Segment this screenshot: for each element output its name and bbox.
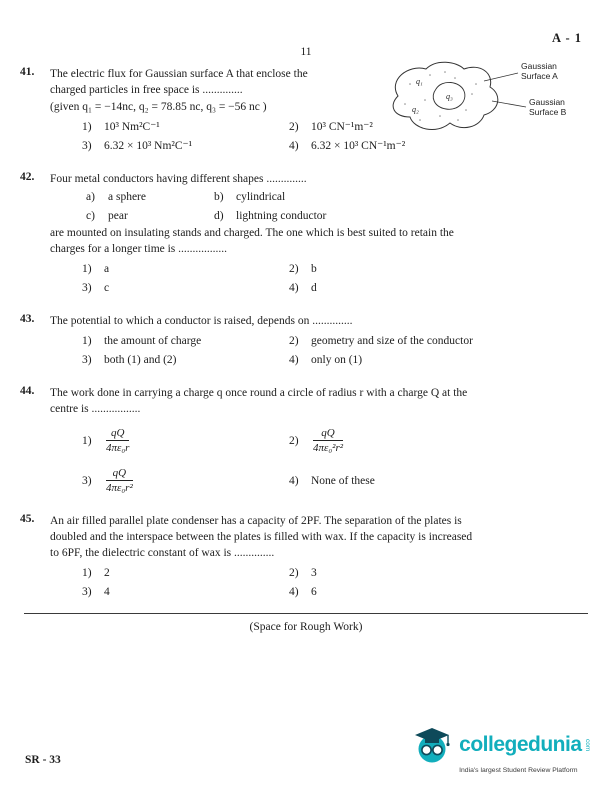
option-text: cylindrical [236,191,286,203]
option [82,333,289,350]
surface-a-label: Surface A [521,71,558,81]
question-line: charged particles in free space is .............. [50,84,243,96]
question-number: 44. [20,385,35,397]
option [289,565,592,582]
question-number: 43. [20,313,35,325]
sub-option [86,208,214,225]
numerator: qQ [313,427,343,441]
option-label: 3) [82,140,92,152]
surface-a-label: Gaussian [521,61,557,71]
question-line: centre is ................. [50,403,141,415]
option-label: 2) [289,121,299,133]
option-text: 6.32 × 10³ CN⁻¹m⁻² [311,140,406,152]
option-label: 3) [82,282,92,294]
option-text: a sphere [108,191,146,203]
option-label: 2) [289,335,299,347]
question-line: charges for a longer time is ................. [50,243,228,255]
option-text: 4 [104,586,110,598]
rough-work-divider [24,613,588,614]
denominator: 4πε₀r [106,442,130,454]
question-line: An air filled parallel plate condenser has a capacity of 2PF. The separation of the plates is [50,515,462,527]
option [82,352,289,369]
numerator: qQ [106,427,129,441]
option-text: both (1) and (2) [104,354,177,366]
option-text: 10³ CN⁻¹m⁻² [311,121,373,133]
option [82,119,289,136]
option [289,333,592,350]
question-43 [20,313,592,369]
option-label: 4) [289,586,299,598]
surface-b-label: Gaussian [529,97,565,107]
charge-q2-label: q₂ [412,105,419,114]
option [82,584,289,601]
option-text: lightning conductor [236,210,327,222]
option-text: a [104,263,110,275]
sub-option [214,208,592,225]
paper-set-code: SR - 33 [25,754,61,766]
option-text: c [104,282,110,294]
option-label: 2) [289,434,299,447]
option-label: 3) [82,354,92,366]
option-text: 6.32 × 10³ Nm²C⁻¹ [104,140,193,152]
option-text: 3 [311,567,317,579]
brand-suffix: com [584,738,591,752]
numerator: qQ [106,467,133,481]
collegedunia-graduate-icon [412,725,452,765]
option-label: c) [86,210,95,222]
question-line: The work done in carrying a charge q once round a circle of radius r with a charge Q at the [50,387,468,399]
denominator: 4πε₀r² [106,482,133,494]
surface-b-label: Surface B [529,107,567,117]
option-label: 2) [289,263,299,275]
question-line: doubled and the interspace between the plates is filled with wax. If the capacity is increased [50,531,473,543]
question-line: The electric flux for Gaussian surface A that enclose the [50,68,308,80]
question-line: The potential to which a conductor is raised, depends on .............. [50,315,353,327]
option [289,352,592,369]
given-values: (given q₁ = −14nc, q₂ = 78.85 nc, q₃ = −56 nc ) [50,101,267,113]
option-text: d [311,282,317,294]
option-label: 1) [82,263,92,275]
option-label: 1) [82,434,92,447]
option-text: b [311,263,317,275]
option-text: only on (1) [311,354,363,366]
fraction [313,427,343,455]
brand-name: collegedunia [459,733,582,756]
option-label: 3) [82,586,92,598]
option-text: pear [108,210,128,222]
option-label: a) [86,191,95,203]
question-45 [20,513,592,601]
fraction [106,427,129,455]
option [82,138,289,155]
sub-option [214,189,592,206]
option-label: b) [214,191,224,203]
question-line: to 6PF, the dielectric constant of wax is .............. [50,547,275,559]
question-44 [20,385,592,497]
option-text: 2 [104,567,110,579]
question-42 [20,171,592,297]
gaussian-surfaces-figure [370,54,598,152]
option [289,280,592,297]
option-text: 10³ Nm²C⁻¹ [104,121,160,133]
option-label: 4) [289,474,299,487]
question-number: 42. [20,171,35,183]
fraction [106,467,133,495]
option [82,565,289,582]
option-label: 1) [82,335,92,347]
collegedunia-logo [412,725,590,774]
question-number: 41. [20,66,35,78]
question-41 [20,61,592,155]
option-label: 4) [289,282,299,294]
option-label: 3) [82,474,92,487]
option-label: 1) [82,121,92,133]
leader-line-surface-a [484,73,518,81]
option [82,465,289,497]
option-label: 1) [82,567,92,579]
option-text: None of these [311,474,375,487]
option-label: 2) [289,567,299,579]
sub-option [86,189,214,206]
charge-q1-label: q₁ [416,77,423,86]
option [289,584,592,601]
version-code: A - 1 [552,31,582,45]
option-label: 4) [289,354,299,366]
option-text: geometry and size of the conductor [311,335,473,347]
option [289,425,592,457]
denominator: 4πε₀²r² [313,442,344,454]
questions-area [20,61,592,633]
option-label: 4) [289,140,299,152]
option [289,465,592,497]
option [82,261,289,278]
question-number: 45. [20,513,35,525]
option [289,261,592,278]
option-text: the amount of charge [104,335,202,347]
question-line: Four metal conductors having different shapes .............. [50,173,307,185]
option-label: d) [214,210,224,222]
charge-q3-label: q₃ [446,92,453,101]
rough-work-label: (Space for Rough Work) [249,621,363,633]
option-text: 6 [311,586,317,598]
option [82,280,289,297]
question-line: are mounted on insulating stands and charged. The one which is best suited to retain the [50,227,454,239]
brand-tagline: India's largest Student Review Platform [459,767,578,774]
option [82,425,289,457]
page-number: 11 [300,46,312,58]
